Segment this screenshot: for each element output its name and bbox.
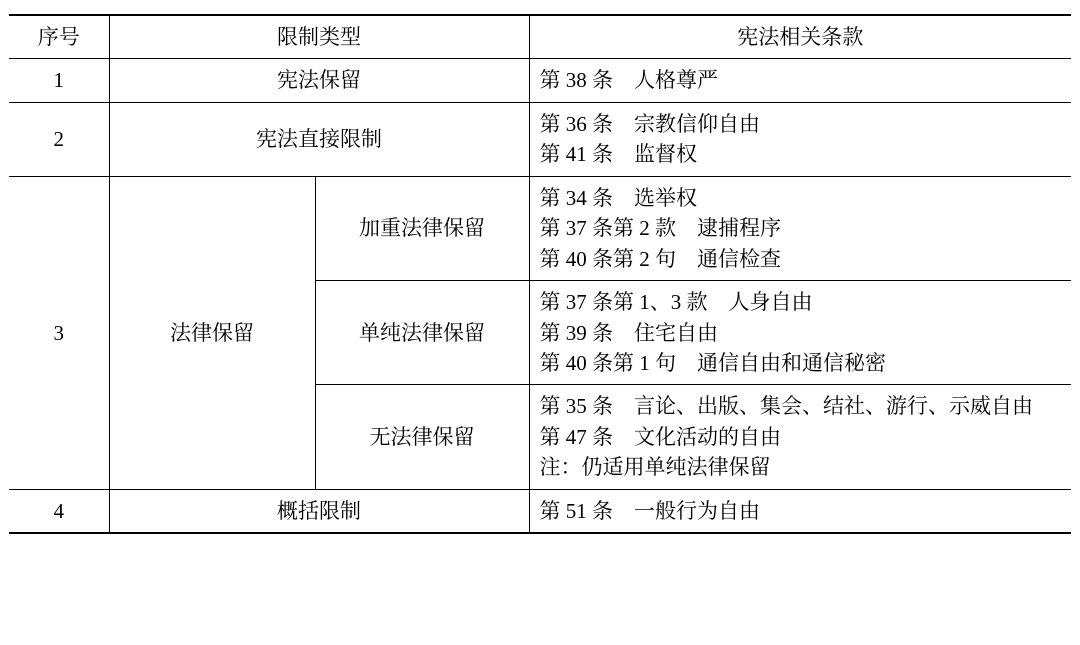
row-num: 1: [9, 59, 109, 102]
provision-line: 第 40 条第 2 句 通信检查: [539, 246, 781, 271]
row-provisions: [529, 281, 1071, 385]
table-row: [9, 489, 1071, 533]
row-subtype: 无法律保留: [315, 385, 529, 489]
row-num: 2: [9, 102, 109, 176]
table-row: [9, 176, 1071, 280]
constitution-limits-table: [9, 14, 1071, 534]
row-num: 4: [9, 489, 109, 533]
row-subtype: 加重法律保留: [315, 176, 529, 280]
table-row: [9, 59, 1071, 102]
row-type: 法律保留: [109, 176, 315, 489]
provision-line: 第 41 条 监督权: [539, 142, 697, 167]
provision-line: 第 35 条 言论、出版、集会、结社、游行、示威自由: [539, 394, 1033, 419]
row-subtype: 单纯法律保留: [315, 281, 529, 385]
row-provisions: [529, 59, 1071, 102]
header-cell-provision: 宪法相关条款: [529, 15, 1071, 59]
header-cell-num: 序号: [9, 15, 109, 59]
provision-line: 第 38 条 人格尊严: [539, 68, 718, 93]
row-num: 3: [9, 176, 109, 489]
provision-line: 第 37 条第 1、3 款 人身自由: [539, 290, 813, 315]
provision-line: 第 47 条 文化活动的自由: [539, 424, 781, 449]
provision-line: 第 39 条 住宅自由: [539, 320, 718, 345]
provision-line: 第 51 条 一般行为自由: [539, 498, 760, 523]
row-type: 概括限制: [109, 489, 529, 533]
provision-line: 第 36 条 宗教信仰自由: [539, 111, 760, 136]
provision-note: 注：仍适用单纯法律保留: [539, 455, 771, 480]
header-cell-type: 限制类型: [109, 15, 529, 59]
row-provisions: [529, 385, 1071, 489]
table-row: [9, 102, 1071, 176]
provision-line: 第 40 条第 1 句 通信自由和通信秘密: [539, 350, 886, 375]
row-type: 宪法保留: [109, 59, 529, 102]
table-header-row: [9, 15, 1071, 59]
provision-line: 第 34 条 选举权: [539, 185, 697, 210]
row-type: 宪法直接限制: [109, 102, 529, 176]
row-provisions: [529, 102, 1071, 176]
provision-line: 第 37 条第 2 款 逮捕程序: [539, 216, 781, 241]
row-provisions: [529, 489, 1071, 533]
row-provisions: [529, 176, 1071, 280]
